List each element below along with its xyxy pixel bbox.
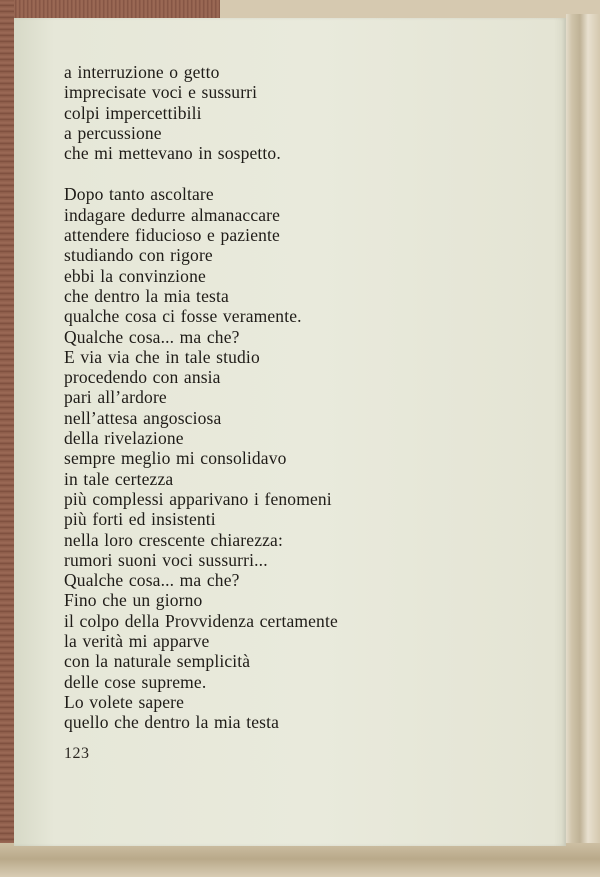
verse-line: procedendo con ansia — [64, 367, 221, 388]
verse-line: colpi impercettibili — [64, 102, 202, 123]
verse-line: indagare dedurre almanaccare — [64, 204, 281, 225]
verse-line: a percussione — [64, 122, 162, 143]
verse-line: Lo volete sapere — [64, 691, 185, 712]
verse-line: sempre meglio mi consolidavo — [64, 448, 287, 469]
verse-line: che dentro la mia testa — [64, 285, 229, 306]
verse-line: più complessi apparivano i fenomeni — [64, 488, 332, 509]
verse-line: ebbi la convinzione — [64, 265, 206, 286]
verse-line: con la naturale semplicità — [64, 651, 251, 672]
verse-line: quello che dentro la mia testa — [64, 712, 280, 733]
verse-line: studiando con rigore — [64, 245, 213, 266]
verse-line: Qualche cosa... ma che? — [64, 326, 240, 347]
verse-line: che mi mettevano in sospetto. — [64, 143, 281, 164]
verse-line: delle cose supreme. — [64, 671, 207, 692]
verse-line: Qualche cosa... ma che? — [64, 570, 240, 591]
verse-line: Dopo tanto ascoltare — [64, 184, 214, 205]
verse-line: rumori suoni voci sussurri... — [64, 549, 268, 570]
book-cover-bottom-edge — [0, 843, 600, 877]
verse-line: imprecisate voci e sussurri — [64, 82, 258, 103]
verse-line: della rivelazione — [64, 428, 184, 449]
page-number: 123 — [64, 745, 90, 762]
stanza-1 — [64, 62, 338, 163]
verse-line: in tale certezza — [64, 468, 174, 489]
verse-line: Fino che un giorno — [64, 590, 203, 611]
verse-line: pari all’ardore — [64, 387, 167, 408]
verse-line: più forti ed insistenti — [64, 509, 216, 530]
verse-line: nella loro crescente chiarezza: — [64, 529, 283, 550]
verse-line: la verità mi apparve — [64, 631, 210, 652]
verse-line: attendere fiducioso e paziente — [64, 225, 280, 246]
stanza-2 — [64, 184, 338, 732]
book-cover-top-right-edge — [220, 0, 600, 20]
book-page — [14, 18, 566, 846]
poem-text — [64, 62, 338, 733]
verse-line: qualche cosa ci fosse veramente. — [64, 306, 302, 327]
verse-line: nell’attesa angosciosa — [64, 407, 222, 428]
book-cover-left-edge — [0, 0, 14, 877]
verse-line: a interruzione o getto — [64, 62, 220, 82]
verse-line: E via via che in tale studio — [64, 346, 260, 367]
verse-line: il colpo della Provvidenza certamente — [64, 610, 338, 631]
book-page-stack-edge — [566, 14, 600, 877]
